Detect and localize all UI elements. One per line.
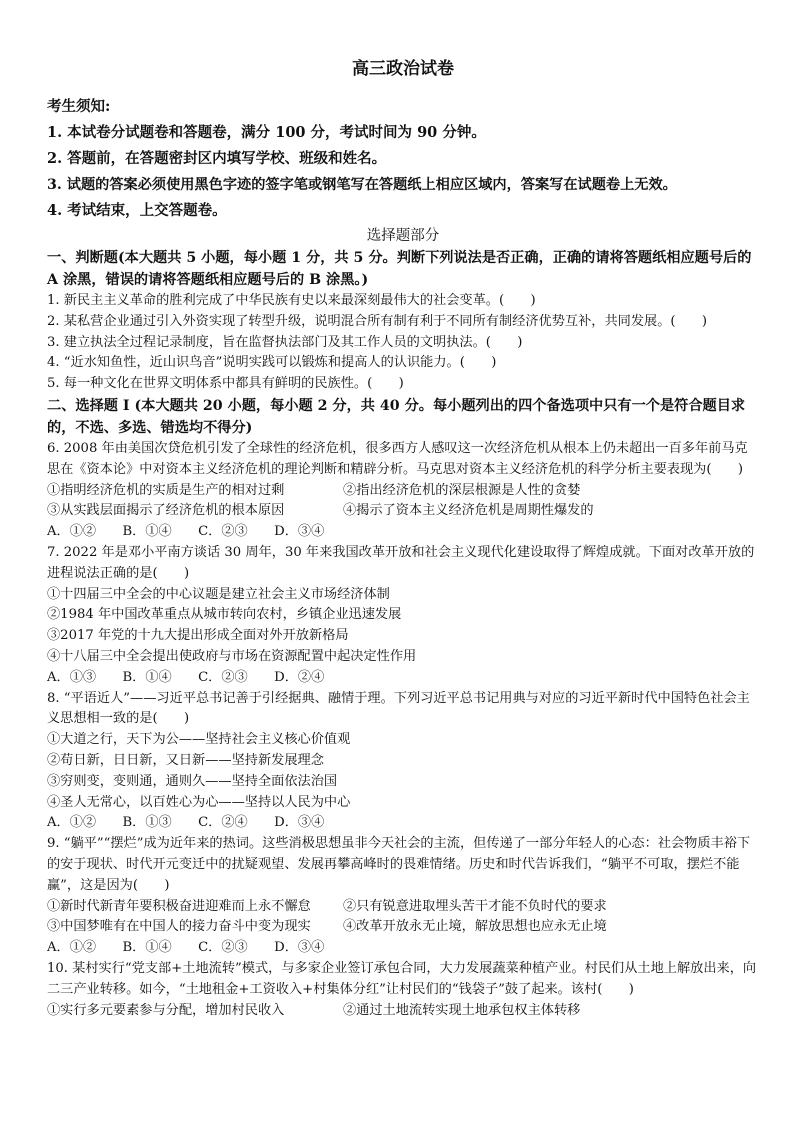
option: ③中国梦唯有在中国人的接力奋斗中变为现实 — [47, 919, 311, 935]
option: ②1984 年中国改革重点从城市转向农村，乡镇企业迅速发展 — [47, 607, 402, 623]
question-9-options — [47, 917, 759, 938]
option: ④揭示了资本主义经济危机是周期性爆发的 — [343, 503, 594, 519]
question-9-options — [47, 897, 759, 918]
option: ②指出经济危机的深层根源是人性的贪婪 — [343, 482, 581, 498]
option: ④圣人无常心，以百姓心为心——坚持以人民为中心 — [47, 794, 351, 810]
exam-title: 高三政治试卷 — [352, 59, 454, 79]
option: ④十八届三中全会提出使政府与市场在资源配置中起决定性作用 — [47, 648, 417, 664]
question-7-answers: A．①③ B．①④ C．②③ D．②④ — [47, 669, 325, 685]
option: ④改革开放永无止境，解放思想也应永无止境 — [343, 919, 607, 935]
option: ③2017 年党的十九大提出形成全面对外开放新格局 — [47, 628, 349, 644]
option: ③从实践层面揭示了经济危机的根本原因 — [47, 503, 285, 519]
option: ①指明经济危机的实质是生产的相对过剩 — [47, 482, 285, 498]
notice-item: 1. 本试卷分试题卷和答题卷，满分 100 分，考试时间为 90 分钟。 — [47, 124, 486, 141]
option: ①十四届三中全会的中心议题是建立社会主义市场经济体制 — [47, 586, 390, 602]
notice-item: 2. 答题前，在答题密封区内填写学校、班级和姓名。 — [47, 150, 387, 167]
option: ②通过土地流转实现土地承包权主体转移 — [343, 1002, 581, 1018]
notice-item: 3. 试题的答案必须使用黑色字迹的签字笔或钢笔写在答题纸上相应区域内，答案写在试题卷上无效。 — [47, 177, 677, 193]
option: ①大道之行，天下为公——坚持社会主义核心价值观 — [47, 732, 351, 748]
judge-question-2: 2. 某私营企业通过引入外资实现了转型升级，说明混合所有制有利于不同所有制经济优势互补，共同发展。( ) — [47, 313, 708, 329]
part2-heading: 二、选择题 I (本大题共 20 小题，每小题 2 分，共 40 分。每小题列出的四个备选项中只有一个是符合题目求的，不选、多选、错选均不得分) — [47, 397, 746, 436]
option: ①新时代新青年要积极奋进迎难而上永不懈怠 — [47, 898, 311, 914]
notice-item: 4. 考试结束，上交答题卷。 — [47, 202, 227, 219]
option: ③穷则变，变则通，通则久——坚持全面依法治国 — [47, 773, 338, 789]
question-9-stem: 9. “躺平”“摆烂”成为近年来的热词。这些消极思想虽非今天社会的主流，但传递了一部分年轻人的心态：社会物质丰裕下的安于现状、时代开元变迁中的扰疑观望、发展再攀高峰时的畏难情绪。历史和时代告诉我们，“躺平不可取，摆烂不能赢”，这是因为( ) — [47, 836, 751, 893]
question-8-answers: A．①② B．①③ C．②④ D．③④ — [47, 815, 325, 831]
question-6-answers: A．①② B．①④ C．②③ D．③④ — [47, 524, 325, 540]
judge-question-5: 5. 每一种文化在世界文明体系中都具有鲜明的民族性。( ) — [47, 376, 404, 392]
judge-question-3: 3. 建立执法全过程记录制度，旨在监督执法部门及其工作人员的文明执法。( ) — [47, 334, 523, 350]
question-8-stem: 8. “平语近人”——习近平总书记善于引经据典、融情于理。下列习近平总书记用典与对应的习近平新时代中国特色社会主义思想相一致的是( ) — [47, 690, 750, 727]
exam-page — [47, 58, 759, 1021]
question-9-answers: A．①② B．①④ C．②③ D．③④ — [47, 940, 325, 956]
question-10-stem: 10. 某村实行“党支部+土地流转”模式，与多家企业签订承包合同，大力发展蔬菜种植产业。村民们从土地上解放出来，向二三产业转移。如今，“土地租金+工资收入+村集体分红”让村民们的“钱袋子”鼓了起来。该村( ) — [47, 960, 757, 997]
section-title: 选择题部分 — [366, 228, 440, 244]
question-6-options — [47, 481, 759, 502]
part1-heading: 一、判断题(本大题共 5 小题，每小题 1 分，共 5 分。判断下列说法是否正确，正确的请将答题纸相应题号后的 A 涂黑，错误的请将答题纸相应题号后的 B 涂黑。) — [47, 250, 752, 288]
question-10-options — [47, 1001, 759, 1022]
option: ②只有锐意进取埋头苦干才能不负时代的要求 — [343, 898, 607, 914]
notice-heading: 考生须知: — [47, 98, 111, 115]
judge-question-1: 1. 新民主主义革命的胜利完成了中华民族有史以来最深刻最伟大的社会变革。( ) — [47, 293, 536, 308]
option: ②苟日新，日日新，又日新——坚持新发展理念 — [47, 752, 324, 768]
question-7-stem: 7. 2022 年是邓小平南方谈话 30 周年，30 年来我国改革开放和社会主义现代化建设取得了辉煌成就。下面对改革开放的进程说法正确的是( ) — [47, 544, 755, 581]
option: ①实行多元要素参与分配，增加村民收入 — [47, 1002, 285, 1018]
judge-question-4: 4. “近水知鱼性，近山识鸟音”说明实践可以锻炼和提高人的认识能力。( ) — [47, 355, 497, 371]
question-6-options — [47, 501, 759, 522]
question-6-stem: 6. 2008 年由美国次贷危机引发了全球性的经济危机，很多西方人感叹这一次经济危机从根本上仍未超出一百多年前马克思在《资本论》中对资本主义经济危机的理论判断和精辟分析。马克思对资本主义经济危机的科学分析主要表现为( ) — [47, 440, 748, 477]
